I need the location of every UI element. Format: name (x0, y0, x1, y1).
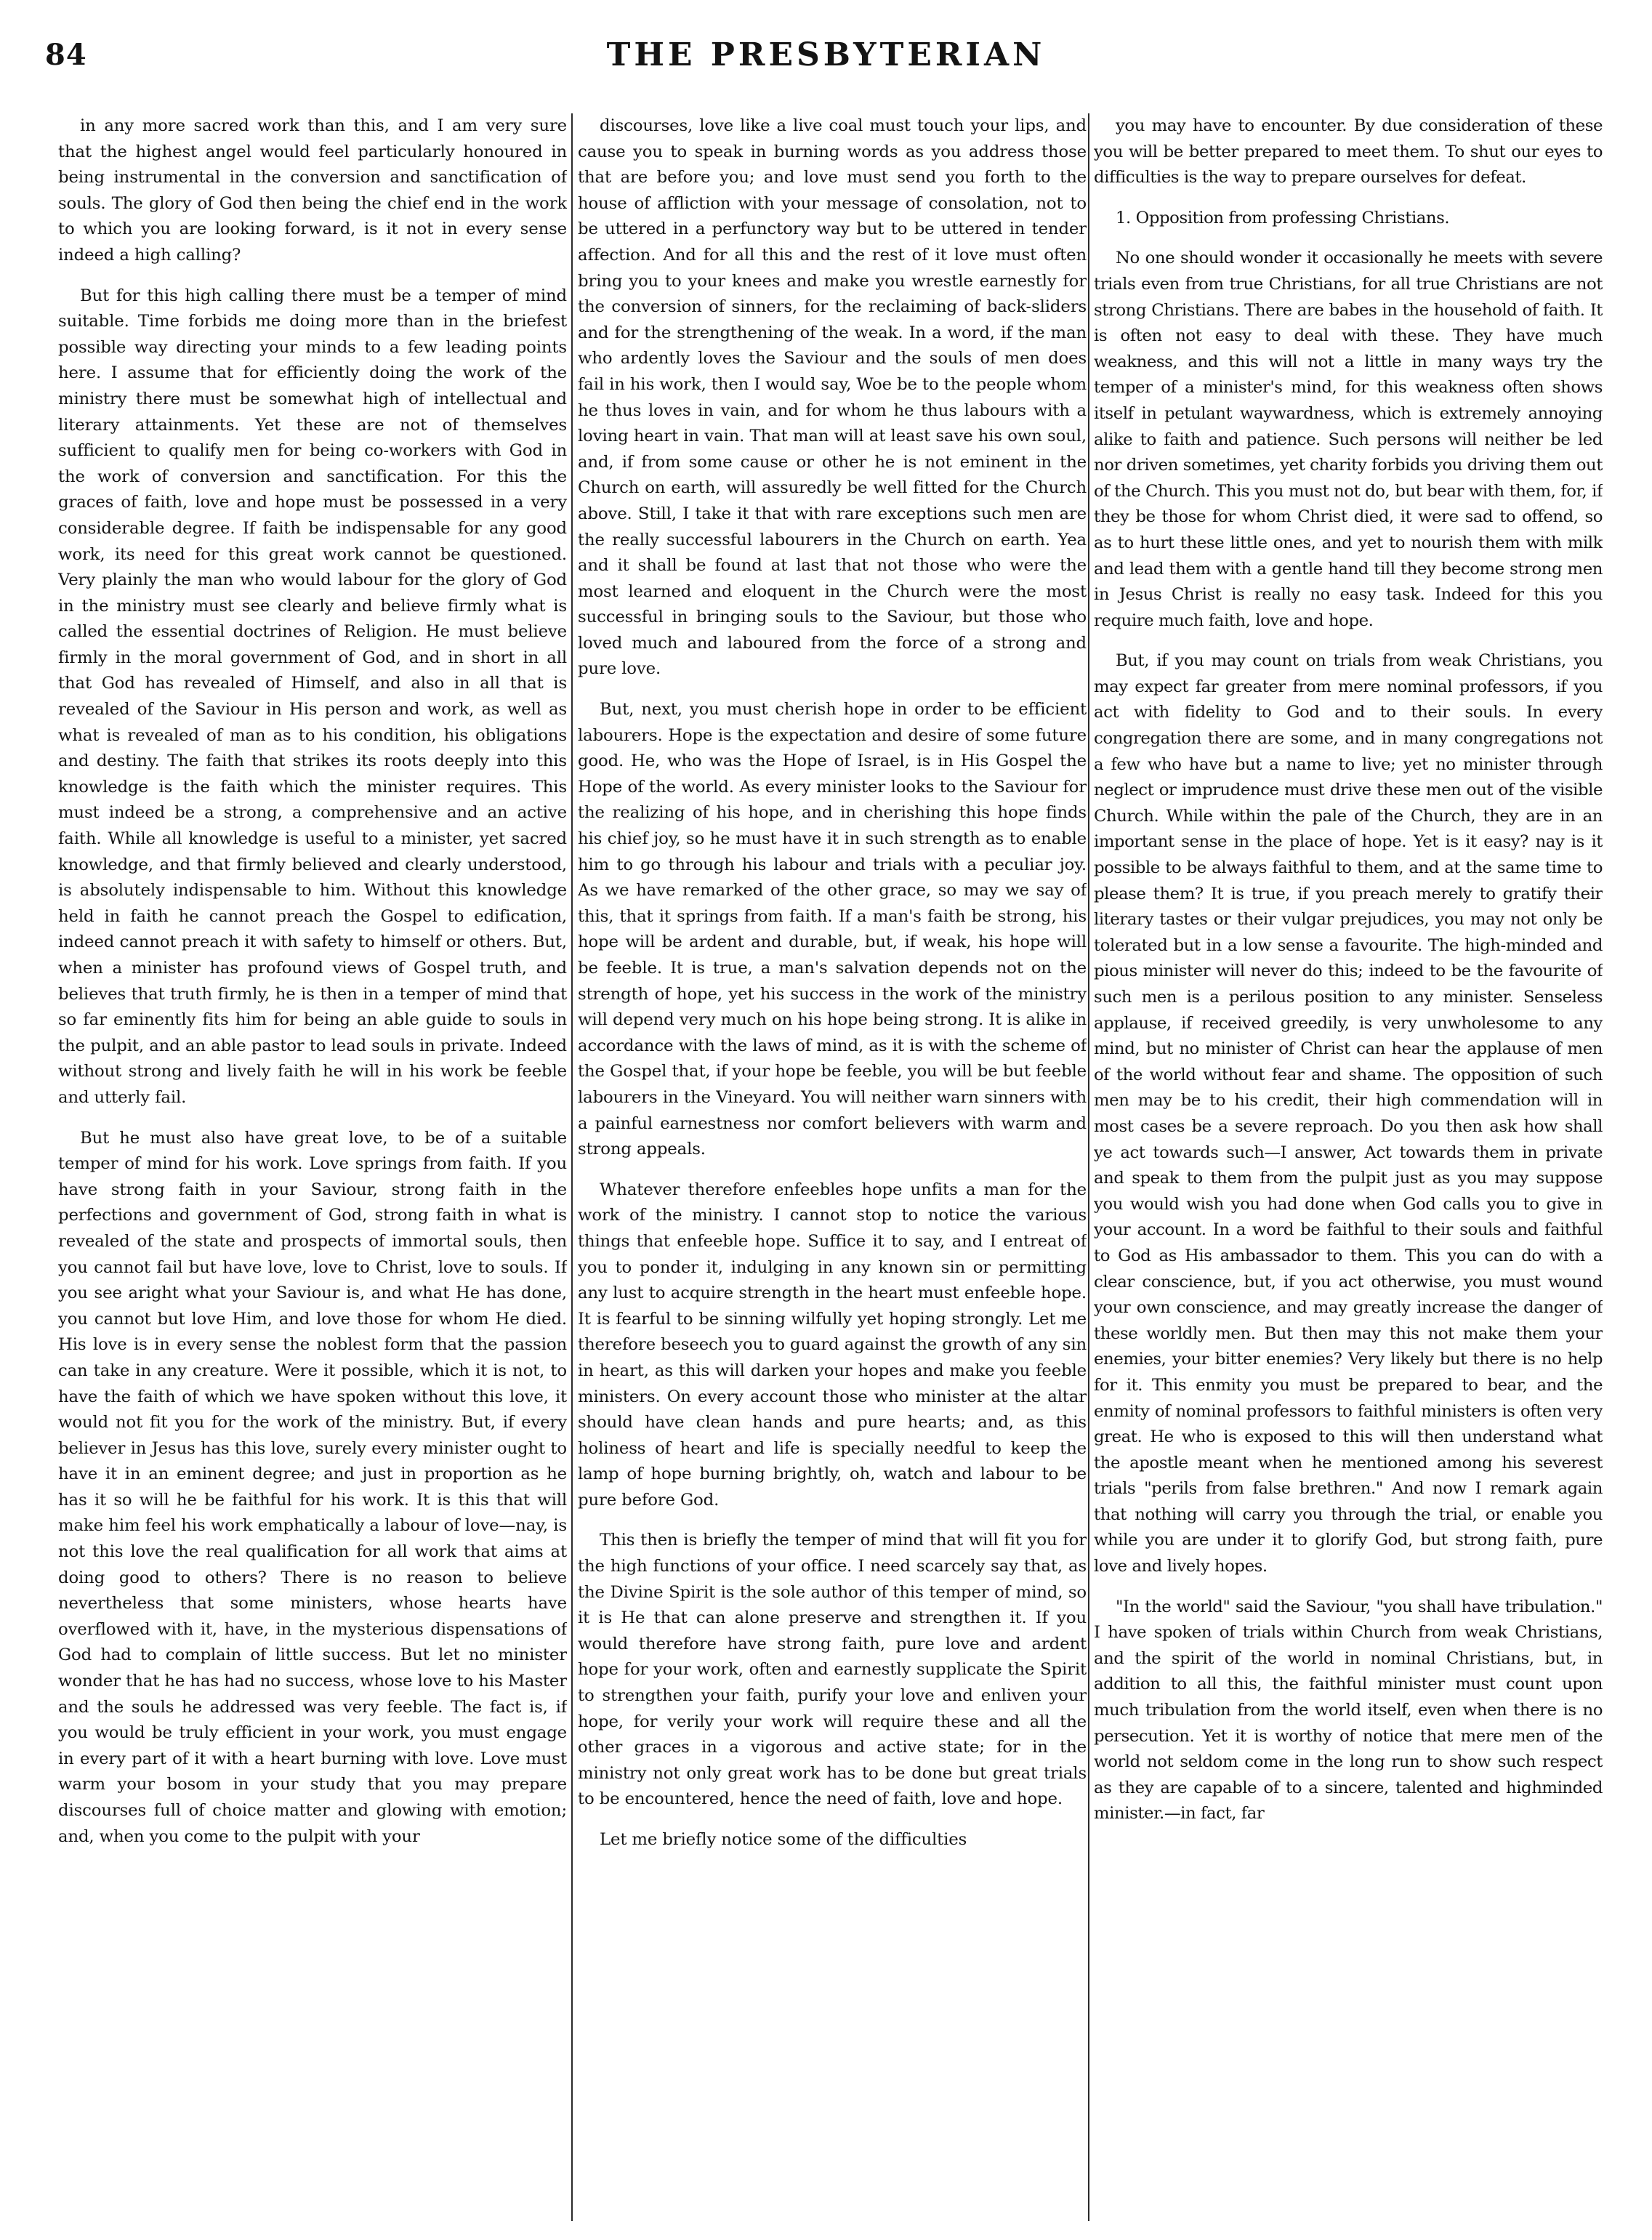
paragraph: No one should wonder it occasionally he meets with severe trials even from true Christians, for all true Christians are not strong Christians. There are babes in the household of faith. It is often not easy to deal with these. They have much weakness, and this will not a little in many ways try the temper of a minister's mind, for this weakness often shows itself in petulant waywardness, which is extremely annoying alike to faith and patience. Such persons will neither be led nor driven sometimes, yet charity forbids you driving them out of the Church. This you must not do, but bear with them, for, if they be those for whom Christ died, it were sad to offend, so as to hurt these little ones, and yet to nourish them with milk and lead them with a gentle hand till they become strong men in Jesus Christ is really no easy task. Indeed for this you require much faith, love and hope. (1094, 249, 1603, 630)
text-column-1 (58, 113, 567, 2221)
paragraph: you may have to encounter. By due consideration of these you will be better prepared to meet them. To shut our eyes to difficulties is the way to prepare ourselves for defeat. (1094, 116, 1603, 188)
text-column-3 (1094, 113, 1603, 2221)
paragraph: This then is briefly the temper of mind that will fit you for the high functions of your office. I need scarcely say that, as the Divine Spirit is the sole author of this temper of mind, so it is He that can alone preserve and strengthen it. If you would therefore have strong faith, pure love and ardent hope for your work, often and earnestly supplicate the Spirit to strengthen your faith, purify your love and enliven your hope, for verily your work will require these and all the other graces in a vigorous and active state; for in the ministry not only great work has to be done but great trials to be encountered, hence the need of faith, love and hope. (578, 1531, 1087, 1809)
paragraph: But he must also have great love, to be of a suitable temper of mind for his work. Love springs from faith. If you have strong faith in your Saviour, strong faith in the perfections and government of God, strong faith in what is revealed of the state and prospects of immortal souls, then you cannot fail but have love, love to Christ, love to souls. If you see aright what your Saviour is, and what He has done, you cannot but love Him, and love those for whom He died. His love is in every sense the noblest form that the passion can take in any creature. Were it possible, which it is not, to have the faith of which we have spoken without this love, it would not fit you for the work of the ministry. But, if every believer in Jesus has this love, surely every minister ought to have it in an eminent degree; and just in proportion as he has it so will he be faithful for his work. It is this that will make him feel his work emphatically a labour of love—nay, is not this love the real qualification for all work that aims at doing good to others? There is no reason to believe nevertheless that some ministers, whose hearts have overflowed with it, have, in the mysterious dispensations of God had to complain of little success. But let no minister wonder that he has had no success, whose love to his Master and the souls he addressed was very feeble. The fact is, if you would be truly efficient in your work, you must engage in every part of it with a heart burning with love. Love must warm your bosom in your study that you may prepare discourses full of choice matter and glowing with emotion; and, when you come to the pulpit with your (58, 1128, 567, 1846)
paragraph: Let me briefly notice some of the difficulties (600, 1830, 967, 1849)
paragraph: in any more sacred work than this, and I am very sure that the highest angel would feel particularly honoured in being instrumental in the conversion and sanctification of souls. The glory of God then being the chief end in the work to which you are looking forward, is it not in every sense indeed a high calling? (58, 116, 567, 265)
column-divider (1088, 113, 1089, 2221)
masthead-title: THE PRESBYTERIAN (606, 36, 1046, 73)
section-heading: 1. Opposition from professing Christians. (1116, 208, 1450, 227)
paragraph: discourses, love like a live coal must touch your lips, and cause you to speak in burning words as you address those that are before you; and love must send you forth to the house of affliction with your message of consolation, not to be uttered in a perfunctory way but to be uttered in tender affection. And for all this and the rest of it love must often bring you to your knees and make you wrestle earnestly for the conversion of sinners, for the reclaiming of back-sliders and for the strengthening of the weak. In a word, if the man who ardently loves the Saviour and the souls of men does fail in his work, then I would say, Woe be to the people whom he thus loves in vain, and for whom he thus labours with a loving heart in vain. That man will at least save his own soul, and, if from some cause or other he is not eminent in the Church on earth, will assuredly be well fitted for the Church above. Still, I take it that with rare exceptions such men are the really successful labourers in the Church on earth. Yea and it shall be found at last that not those who were the most learned and eloquent in the Church were the most successful in bringing souls to the Saviour, but those who loved much and laboured from the force of a strong and pure love. (578, 116, 1087, 679)
text-column-2 (578, 113, 1087, 2221)
paragraph: Whatever therefore enfeebles hope unfits a man for the work of the ministry. I cannot stop to notice the various things that enfeeble hope. Suffice it to say, and I entreat of you to ponder it, indulging in any known sin or permitting any lust to acquire strength in the heart must enfeeble hope. It is fearful to be sinning wilfully yet hoping strongly. Let me therefore beseech you to guard against the growth of any sin in heart, as this will darken your hopes and make you feeble ministers. On every account those who minister at the altar should have clean hands and pure hearts; and, as this holiness of heart and life is specially needful to keep the lamp of hope burning brightly, oh, watch and labour to be pure before God. (578, 1180, 1087, 1510)
page-number: 84 (45, 38, 87, 72)
paragraph: But for this high calling there must be a temper of mind suitable. Time forbids me doing more than in the briefest possible way directing your minds to a few leading points here. I assume that for efficiently doing the work of the ministry there must be somewhat high of intellectual and literary attainments. Yet these are not of themselves sufficient to qualify men for being co-workers with God in the work of conversion and sanctification. For this the graces of faith, love and hope must be possessed in a very considerable degree. If faith be indispensable for any good work, its need for this great work cannot be questioned. Very plainly the man who would labour for the glory of God in the ministry must see clearly and believe firmly what is called the essential doctrines of Religion. He must believe firmly in the moral government of God, and in short in all that God has revealed of Himself, and also in all that is revealed of the Saviour in His person and work, as well as what is revealed of man as to his condition, his obligations and destiny. The faith that strikes its roots deeply into this knowledge is the faith which the minister requires. This must indeed be a strong, a comprehensive and an active faith. While all knowledge is useful to a minister, yet sacred knowledge, and that firmly believed and clearly understood, is absolutely indispensable to him. Without this knowledge held in faith he cannot preach the Gospel to edification, indeed cannot preach it with safety to himself or others. But, when a minister has profound views of Gospel truth, and believes that truth firmly, he is then in a temper of mind that so far eminently fits him for being an able guide to souls in the pulpit, and an able pastor to lead souls in private. Indeed without strong and lively faith he will in his work be feeble and utterly fail. (58, 286, 567, 1107)
paragraph: "In the world" said the Saviour, "you shall have tribulation." I have spoken of trials within Church from weak Christians, and the spirit of the world in nominal Christians, but, in addition to all this, the faithful minister must count upon much tribulation from the world itself, even when there is no persecution. Yet it is worthy of notice that mere men of the world not seldom come in the long run to show such respect as they are capable of to a sincere, talented and highminded minister.—in fact, far (1094, 1597, 1603, 1824)
paragraph: But, next, you must cherish hope in order to be efficient labourers. Hope is the expectation and desire of some future good. He, who was the Hope of Israel, is in His Gospel the Hope of the world. As every minister looks to the Saviour for the realizing of his hope, and in cherishing this hope finds his chief joy, so he must have it in such strength as to enable him to go through his labour and trials with a peculiar joy. As we have remarked of the other grace, so may we say of this, that it springs from faith. If a man's faith be strong, his hope will be ardent and durable, but, if weak, his hope will be feeble. It is true, a man's salvation depends not on the strength of hope, yet his success in the work of the ministry will depend very much on his hope being strong. It is alike in accordance with the laws of mind, as it is with the scheme of the Gospel that, if your hope be feeble, you will be but feeble labourers in the Vineyard. You will neither warn sinners with a painful earnestness nor comfort believers with warm and strong appeals. (578, 700, 1087, 1159)
column-divider (571, 113, 573, 2221)
paragraph: But, if you may count on trials from weak Christians, you may expect far greater from mere nominal professors, if you act with fidelity to God and to their souls. In every congregation there are some, and in many congregations not a few who have but a name to live; yet no minister through neglect or imprudence must drive these men out of the visible Church. While within the pale of the Church, they are in an important sense in the place of hope. Yet is it easy? nay is it possible to be always faithful to them, and at the same time to please them? It is true, if you preach merely to gratify their literary tastes or their vulgar prejudices, you may not only be tolerated but in a low sense a favourite. The high-minded and pious minister will never do this; indeed to be the favourite of such men is a perilous position to any minister. Senseless applause, if received greedily, is very unwholesome to any mind, but no minister of Christ can hear the applause of men of the world without fear and shame. The opposition of such men may be to his credit, their high commendation will in most cases be a severe reproach. Do you then ask how shall ye act towards such—I answer, Act towards them in private and speak to them from the pulpit just as you may suppose you would wish you had done when God calls you to give in your account. In a word be faithful to their souls and faithful to God as His ambassador to them. This you can do with a clear conscience, but, if you act otherwise, you must wound your own conscience, and may greatly increase the danger of these worldly men. But then may this not make them your enemies, your bitter enemies? Very likely but there is no help for it. This enmity you must be prepared to bear, and the enmity of nominal professors to faithful ministers is often very great. He who is exposed to this will then understand what the apostle meant when he mentioned among his severest trials "perils from false brethren." And now I remark again that nothing will carry you through the trial, or enable you while you are under it to glorify God, but strong faith, pure love and lively hopes. (1094, 651, 1603, 1576)
